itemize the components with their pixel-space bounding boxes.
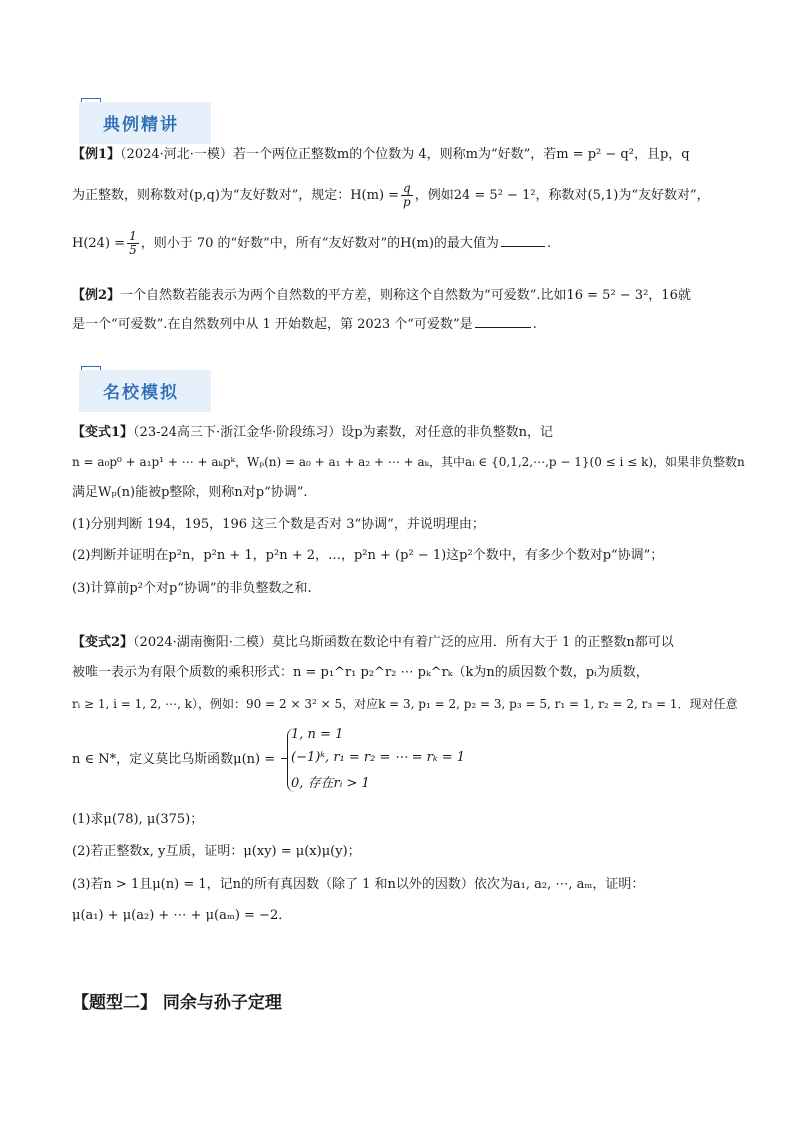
example-1-line-2: 为正整数，则称数对(p,q)为“友好数对”，规定：H(m) = $\frac{q}{p}$ ，例如24 = 5² − 1²，称数对(5,1)为“友好数对”， — [72, 181, 710, 209]
example-2-line-1: 【例2】一个自然数若能表示为两个自然数的平方差，则称这个自然数为“可爱数”.比如16 = 5² − 3²，16就 — [72, 288, 691, 303]
variant-2-line-4: n ∈ N*，定义莫比乌斯函数μ(n) = — [72, 752, 276, 767]
variant-1-question-2: (2)判断并证明在p²n，p²n + 1，p²n + 2，…，p²n + (p² − 1)这p²个数中，有多少个数对p“协调”； — [72, 548, 664, 563]
variant-1-question-3: (3)计算前p²个对p“协调”的非负整数之和. — [72, 581, 312, 596]
variant-tag: 【变式1】 — [72, 425, 134, 440]
example-1-line-1 — [72, 146, 724, 164]
section-header-mock — [79, 370, 211, 412]
example-text: （2024·河北·一模）若一个两位正整数m的个位数为 4，则称m为“好数”，若m = p² − q²，且p，q — [120, 147, 690, 162]
variant-2-question-1: (1)求μ(78), μ(375)； — [72, 812, 204, 827]
case-2: (−1)ᵏ, r₁ = r₂ = ⋯ = rₖ = 1 — [291, 750, 466, 765]
example-1-line-3: H(24) = $\frac{1}{5}$ ，则小于 70 的“好数”中，所有“友好数对”的H(m)的最大值为 . — [72, 229, 552, 257]
variant-2-question-3: (3)若n > 1且μ(n) = 1，记n的所有真因数（除了 1 和n以外的因数）依次为a₁, a₂, ⋯, aₘ，证明： — [72, 877, 645, 892]
variant-2-line-3: rᵢ ≥ 1, i = 1, 2, ⋯, k），例如：90 = 2 × 3² × 5，对应k = 3, p₁ = 2, p₂ = 3, p₃ = 5, r₁ = 1, r₂ = 2, r₃ = 1．现对任意 — [72, 697, 738, 711]
fraction: $\frac{1}{5}$ — [129, 229, 137, 257]
variant-1-line-2: n = a₀p⁰ + a₁p¹ + ⋯ + aₖpᵏ，Wₚ(n) = a₀ + a₁ + a₂ + ⋯ + aₖ，其中aᵢ ∈ {0,1,2,⋯,p − 1}(0 ≤ i ≤ k)，如果非负整数n — [72, 455, 745, 469]
variant-2-line-1: 【变式2】（2024·湖南衡阳·二模）莫比乌斯函数在数论中有着广泛的应用．所有大于 1 的正整数n都可以 — [72, 635, 674, 650]
section-title: 名校模拟 — [103, 383, 179, 403]
variant-1-line-3: 满足Wₚ(n)能被p整除，则称n对p“协调”. — [72, 485, 308, 500]
variant-1-line-1: 【变式1】（23-24高三下·浙江金华·阶段练习）设p为素数，对任意的非负整数n，记 — [72, 425, 553, 440]
answer-blank — [501, 234, 545, 247]
case-3: 0, 存在rᵢ > 1 — [291, 776, 370, 791]
example-tag: 【例1】 — [72, 147, 121, 162]
section-title: 典例精讲 — [103, 115, 179, 135]
variant-2-question-2: (2)若正整数x, y互质，证明：μ(xy) = μ(x)μ(y)； — [72, 844, 361, 859]
variant-2-question-3-cont: μ(a₁) + μ(a₂) + ⋯ + μ(aₘ) = −2． — [72, 908, 292, 923]
variant-tag: 【变式2】 — [72, 635, 134, 650]
case-1: 1, n = 1 — [291, 727, 344, 742]
example-2-line-2: 是一个“可爱数”.在自然数列中从 1 开始数起，第 2023 个“可爱数”是 . — [72, 317, 537, 332]
question-type-heading: 【题型二】 同余与孙子定理 — [72, 993, 282, 1013]
section-header-examples — [79, 102, 211, 144]
example-tag: 【例2】 — [72, 288, 121, 303]
answer-blank — [475, 315, 531, 328]
variant-2-line-2: 被唯一表示为有限个质数的乘积形式：n = p₁^r₁ p₂^r₂ ⋯ pₖ^rₖ（k为n的质因数个数，pᵢ为质数， — [72, 665, 649, 680]
variant-1-question-1: (1)分别判断 194，195，196 这三个数是否对 3“协调”，并说明理由； — [72, 517, 485, 532]
fraction: $\frac{q}{p}$ — [403, 181, 411, 209]
